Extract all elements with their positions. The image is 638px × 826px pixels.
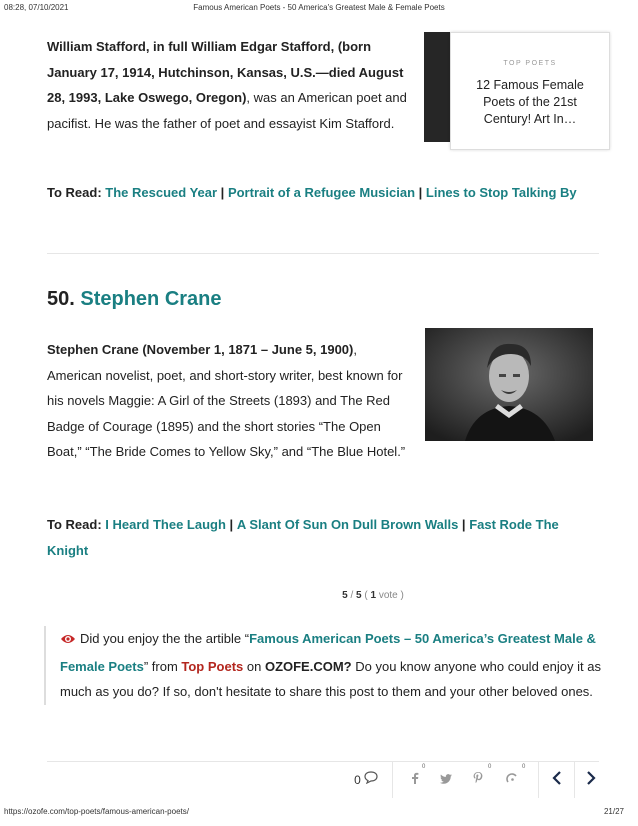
link-heard-thee-laugh[interactable]: I Heard Thee Laugh bbox=[105, 517, 226, 532]
facebook-icon bbox=[411, 771, 419, 789]
chevron-right-icon bbox=[586, 771, 596, 790]
stephen-crane-photo bbox=[425, 328, 593, 441]
top-poets-card[interactable] bbox=[450, 32, 610, 150]
stafford-bio-bold: William Stafford, in full William Edgar Stafford, (born January 17, 1914, Hutchinson, Kansas, U.S.—died August 28, 1993, Lake Oswego, Oregon) bbox=[47, 39, 404, 105]
share-bar bbox=[330, 762, 610, 798]
poet-name-link[interactable]: Stephen Crane bbox=[80, 288, 222, 310]
poet-heading bbox=[47, 288, 222, 311]
to-read-label: To Read: bbox=[47, 517, 102, 532]
comment-count: 0 bbox=[354, 773, 361, 787]
crane-bio-rest: , American novelist, poet, and short-story writer, best known for his novels Maggie: A Girl of the Streets (1893) and The Red Badge of Courage (1895) and the short stories “The Open Boat,” “The Bride Comes to Yellow Sky,” and “The Blue Hotel.” bbox=[47, 342, 406, 459]
stafford-bio bbox=[47, 34, 407, 136]
pinterest-icon bbox=[473, 771, 483, 789]
link-lines-stop-talking[interactable]: Lines to Stop Talking By bbox=[425, 185, 577, 200]
pinterest-count: 0 bbox=[488, 764, 492, 770]
print-datetime: 08:28, 07/10/2021 bbox=[4, 3, 69, 12]
comment-button[interactable] bbox=[346, 762, 386, 798]
print-url: https://ozofe.com/top-poets/famous-american-poets/ bbox=[4, 807, 189, 816]
crane-bio bbox=[47, 337, 409, 465]
stafford-bio-rest: , was an American poet and pacifist. He was the father of poet and essayist Kim Stafford. bbox=[47, 90, 407, 131]
site-domain: OZOFE.COM? bbox=[264, 658, 352, 674]
link-refugee-musician[interactable]: Portrait of a Refugee Musician bbox=[227, 185, 416, 200]
link-fast-rode-knight[interactable]: Fast Rode The Knight bbox=[47, 517, 559, 558]
stafford-to-read: To Read: The Rescued Year | Portrait of a Refugee Musician | Lines to Stop Talking By bbox=[47, 185, 577, 200]
reddit-count: 0 bbox=[522, 764, 526, 770]
to-read-label: To Read: bbox=[47, 185, 102, 200]
facebook-share-button[interactable] bbox=[400, 762, 430, 798]
share-prompt: Did you enjoy the the artible “Famous American Poets – 50 America’s Greatest Male & Female Poets” from Top Poets on OZOFE.COM? Do you know anyone who could enjoy it as much as you do? If so, don't hesitate to share this post to them and your other beloved ones. bbox=[44, 626, 610, 705]
facebook-count: 0 bbox=[422, 764, 426, 770]
chevron-left-icon bbox=[552, 771, 562, 790]
card-title[interactable]: 12 Famous Female Poets of the 21st Century! Art In… bbox=[476, 78, 584, 126]
next-post-button[interactable] bbox=[578, 762, 604, 798]
twitter-share-button[interactable] bbox=[432, 762, 460, 798]
poet-number: 50. bbox=[47, 288, 75, 310]
print-title: Famous American Poets - 50 America's Greatest Male & Female Poets bbox=[193, 3, 445, 12]
comment-icon bbox=[364, 771, 378, 789]
card-thumbnail bbox=[424, 32, 452, 142]
link-slant-of-sun[interactable]: A Slant Of Sun On Dull Brown Walls bbox=[236, 517, 459, 532]
twitter-icon bbox=[440, 771, 452, 789]
article-link[interactable]: Famous American Poets – 50 America’s Greatest Male & Female Poets bbox=[60, 631, 596, 674]
reddit-icon bbox=[506, 771, 518, 789]
card-label: TOP POETS bbox=[503, 60, 557, 67]
top-poets-link[interactable]: Top Poets bbox=[181, 658, 244, 674]
rating-max: 5 bbox=[356, 590, 362, 601]
eye-icon bbox=[60, 628, 76, 654]
rating-score: 5 bbox=[342, 590, 348, 601]
prev-post-button[interactable] bbox=[544, 762, 570, 798]
crane-to-read: To Read: I Heard Thee Laugh | A Slant Of Sun On Dull Brown Walls | Fast Rode The Knight bbox=[47, 517, 559, 558]
rating-votes: 1 bbox=[370, 590, 377, 601]
print-page-number: 21/27 bbox=[603, 807, 624, 816]
rating: 5 / 5 ( 1 vote ) bbox=[342, 590, 404, 601]
crane-bio-bold: Stephen Crane (November 1, 1871 – June 5, 1900) bbox=[47, 342, 354, 357]
link-rescued-year[interactable]: The Rescued Year bbox=[105, 185, 218, 200]
section-divider bbox=[47, 253, 599, 254]
